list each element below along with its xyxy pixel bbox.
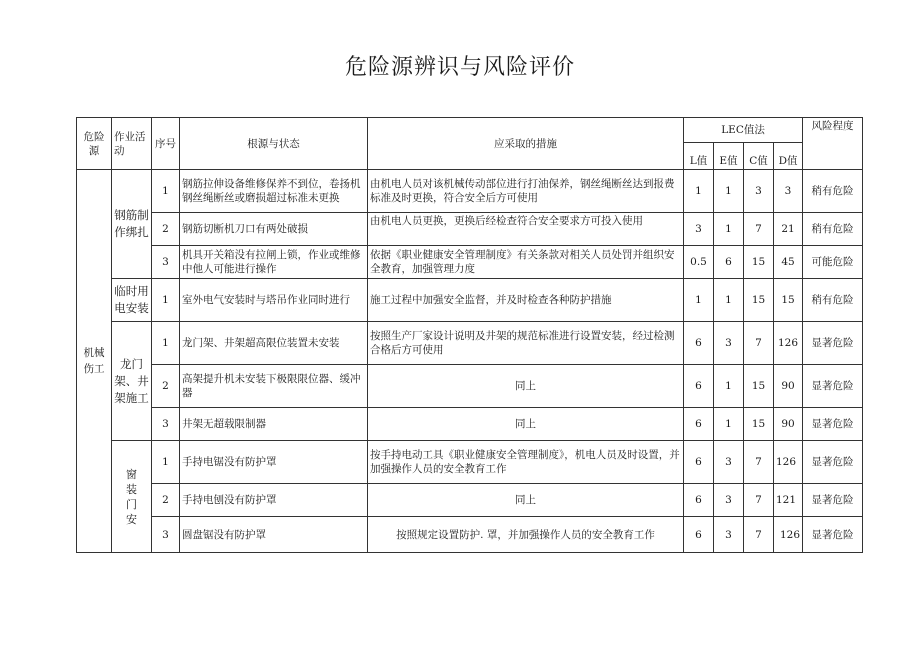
c-value: 7 xyxy=(744,441,774,484)
c-value: 7 xyxy=(744,322,774,365)
page-title: 危险源辨识与风险评价 xyxy=(344,55,575,80)
source-cell: 手持电锯没有防护罩 xyxy=(180,441,368,484)
c-value: 7 xyxy=(744,517,774,553)
table-row xyxy=(77,441,863,484)
activity-cell xyxy=(112,441,152,553)
activity-cell: 钢筋制作绑扎 xyxy=(112,170,152,279)
source-cell: 机具开关箱没有拉闸上锁，作业或维修中他人可能进行操作 xyxy=(180,246,368,279)
d-value: 90 xyxy=(774,408,803,441)
e-value: 1 xyxy=(714,279,744,322)
table-row xyxy=(77,279,863,322)
risk-cell: 显著危险 xyxy=(803,408,863,441)
seq-cell: 1 xyxy=(152,441,180,484)
c-value: 7 xyxy=(744,484,774,517)
table-row xyxy=(77,213,863,246)
risk-table xyxy=(76,117,863,553)
risk-cell: 显著危险 xyxy=(803,484,863,517)
c-value: 15 xyxy=(744,408,774,441)
c-value: 7 xyxy=(744,213,774,246)
source-cell: 手持电刨没有防护罩 xyxy=(180,484,368,517)
measure-cell: 由机电人员对该机械传动部位进行打油保养，钢丝绳断丝达到报费标准及时更换，符合安全后方可使用 xyxy=(368,170,684,213)
table-row xyxy=(77,322,863,365)
e-value: 3 xyxy=(714,441,744,484)
seq-cell: 3 xyxy=(152,517,180,553)
d-value: 90 xyxy=(774,365,803,408)
header-risk: 风险程度 xyxy=(803,118,863,170)
table-header-row xyxy=(77,118,863,143)
activity-cell: 临时用电安装 xyxy=(112,279,152,322)
source-cell: 室外电气安装时与塔吊作业同时进行 xyxy=(180,279,368,322)
header-d: D值 xyxy=(774,143,803,170)
d-value: 126 xyxy=(774,517,803,553)
activity-cell: 龙门架、井架施工 xyxy=(112,322,152,441)
measure-cell: 按照规定设置防护. 罩，并加强操作人员的安全教育工作 xyxy=(368,517,684,553)
e-value: 1 xyxy=(714,408,744,441)
source-cell: 钢筋切断机刀口有两处破损 xyxy=(180,213,368,246)
header-measure: 应采取的措施 xyxy=(368,118,684,170)
header-seq: 序号 xyxy=(152,118,180,170)
c-value: 3 xyxy=(744,170,774,213)
measure-cell: 按照生产厂家设计说明及井架的规范标准进行设置安装，经过检测合格后方可使用 xyxy=(368,322,684,365)
l-value: 6 xyxy=(684,441,714,484)
source-cell: 钢筋拉伸设备维修保养不到位，卷扬机钢丝绳断丝或磨损超过标准未更换 xyxy=(180,170,368,213)
seq-cell: 1 xyxy=(152,322,180,365)
c-value: 15 xyxy=(744,279,774,322)
d-value: 121 xyxy=(774,484,803,517)
risk-cell: 稍有危险 xyxy=(803,213,863,246)
seq-cell: 2 xyxy=(152,484,180,517)
e-value: 6 xyxy=(714,246,744,279)
header-e: E值 xyxy=(714,143,744,170)
l-value: 6 xyxy=(684,365,714,408)
risk-cell: 显著危险 xyxy=(803,322,863,365)
source-cell: 高架提升机未安装下极限限位器、缓冲器 xyxy=(180,365,368,408)
l-value: 0.5 xyxy=(684,246,714,279)
header-lec: LEC值法 xyxy=(684,118,803,143)
table-row xyxy=(77,484,863,517)
measure-cell: 按手持电动工具《职业健康安全管理制度》，机电人员及时设置，并加强操作人员的安全教育工作 xyxy=(368,441,684,484)
risk-cell: 可能危险 xyxy=(803,246,863,279)
measure-cell: 同上 xyxy=(368,408,684,441)
header-hazard: 危险源 xyxy=(77,118,112,170)
risk-cell: 稍有危险 xyxy=(803,170,863,213)
c-value: 15 xyxy=(744,246,774,279)
d-value: 45 xyxy=(774,246,803,279)
activity-label: 窗装门安 xyxy=(126,467,137,526)
source-cell: 龙门架、井架超高限位装置未安装 xyxy=(180,322,368,365)
l-value: 6 xyxy=(684,517,714,553)
header-c: C值 xyxy=(744,143,774,170)
d-value: 126 xyxy=(774,441,803,484)
seq-cell: 1 xyxy=(152,279,180,322)
e-value: 3 xyxy=(714,484,744,517)
header-activity: 作业活动 xyxy=(112,118,152,170)
table-row xyxy=(77,246,863,279)
l-value: 3 xyxy=(684,213,714,246)
source-cell: 井架无超载限制器 xyxy=(180,408,368,441)
table-row xyxy=(77,170,863,213)
measure-cell: 施工过程中加强安全监督，并及时检查各种防护措施 xyxy=(368,279,684,322)
c-value: 15 xyxy=(744,365,774,408)
header-l: L值 xyxy=(684,143,714,170)
table-row xyxy=(77,408,863,441)
measure-cell: 同上 xyxy=(368,484,684,517)
l-value: 6 xyxy=(684,484,714,517)
l-value: 6 xyxy=(684,408,714,441)
measure-cell: 同上 xyxy=(368,365,684,408)
l-value: 1 xyxy=(684,279,714,322)
e-value: 3 xyxy=(714,517,744,553)
e-value: 1 xyxy=(714,213,744,246)
seq-cell: 3 xyxy=(152,246,180,279)
seq-cell: 2 xyxy=(152,213,180,246)
table-row xyxy=(77,517,863,553)
seq-cell: 3 xyxy=(152,408,180,441)
d-value: 126 xyxy=(774,322,803,365)
e-value: 1 xyxy=(714,170,744,213)
header-source: 根源与状态 xyxy=(180,118,368,170)
risk-cell: 显著危险 xyxy=(803,441,863,484)
seq-cell: 1 xyxy=(152,170,180,213)
d-value: 15 xyxy=(774,279,803,322)
risk-cell: 显著危险 xyxy=(803,517,863,553)
measure-cell: 依据《职业健康安全管理制度》有关条款对相关人员处罚并组织安全教育，加强管理力度 xyxy=(368,246,684,279)
hazard-cell: 机械伤工 xyxy=(77,170,112,553)
l-value: 1 xyxy=(684,170,714,213)
d-value: 21 xyxy=(774,213,803,246)
source-cell: 圆盘锯没有防护罩 xyxy=(180,517,368,553)
e-value: 1 xyxy=(714,365,744,408)
e-value: 3 xyxy=(714,322,744,365)
risk-cell: 稍有危险 xyxy=(803,279,863,322)
seq-cell: 2 xyxy=(152,365,180,408)
risk-cell: 显著危险 xyxy=(803,365,863,408)
table-row xyxy=(77,365,863,408)
d-value: 3 xyxy=(774,170,803,213)
measure-cell: 由机电人员更换，更换后经检查符合安全要求方可投入使用 xyxy=(368,213,684,246)
l-value: 6 xyxy=(684,322,714,365)
